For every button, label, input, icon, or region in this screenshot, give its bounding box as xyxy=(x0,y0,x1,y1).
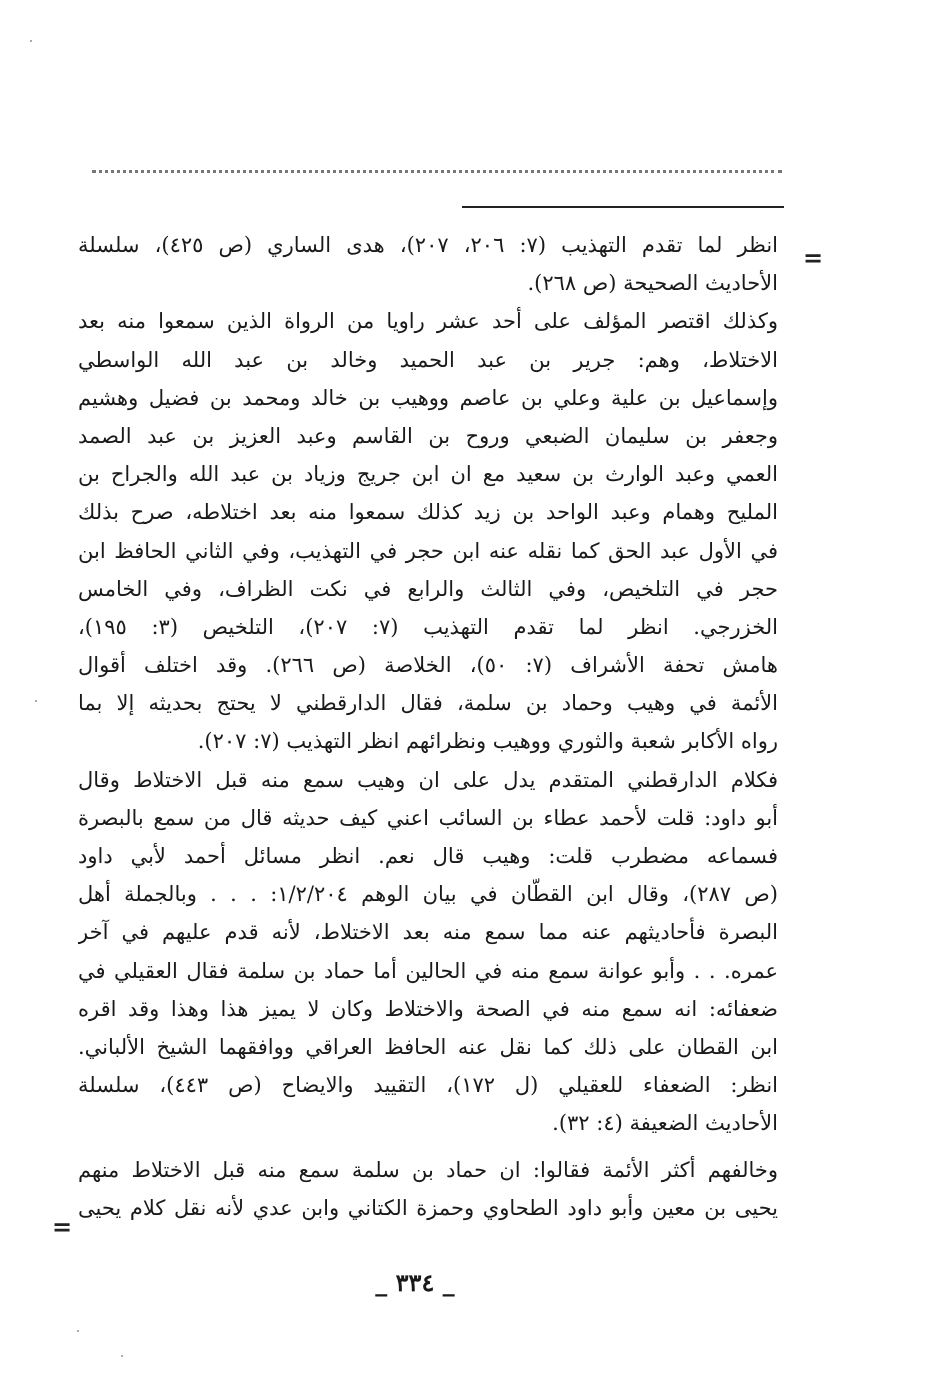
text-line: ابن القطان على ذلك كما نقل عنه الحافظ العراقي ووافقهما الشيخ الألباني. xyxy=(78,1034,778,1059)
text-line: فكلام الدارقطني المتقدم يدل على ان وهيب سمع منه قبل الاختلاط وقال xyxy=(78,767,778,792)
text-line: الأحاديث الصحيحة (ص ٢٦٨). xyxy=(527,271,778,296)
text-line: عمره. . . وأبو عوانة سمع منه في الحالين أما حماد بن سلمة فقال العقيلي في xyxy=(78,958,778,983)
scan-speck xyxy=(35,700,37,702)
text-line: المليح وهمام وعبد الواحد بن زيد كذلك سمعوا منه بعد اختلاطه، صرح بذلك xyxy=(78,500,778,525)
scan-speck xyxy=(77,1330,79,1332)
text-line: الأئمة في وهيب وحماد بن سلمة، فقال الدارقطني لا يحتج بحديثه إلا بما xyxy=(78,691,778,716)
text-line: الاختلاط، وهم: جرير بن عبد الحميد وخالد بن عبد الله الواسطي xyxy=(78,347,778,372)
text-line: انظر: الضعفاء للعقيلي (ل ١٧٢)، التقييد والايضاح (ص ٤٤٣)، سلسلة xyxy=(78,1073,778,1098)
text-line: وكذلك اقتصر المؤلف على أحد عشر راويا من الرواة الذين سمعوا منه بعد xyxy=(78,309,778,334)
scan-speck xyxy=(30,40,32,42)
text-line: حجر في التلخيص، وفي الثالث والرابع في نكت الظراف، وفي الخامس xyxy=(78,576,778,601)
text-line: وخالفهم أكثر الأئمة فقالوا: ان حماد بن سلمة سمع منه قبل الاختلاط منهم xyxy=(78,1157,778,1182)
text-line: الأحاديث الضعيفة (٤: ٣٢). xyxy=(552,1111,778,1136)
text-line: الخزرجي. انظر لما تقدم التهذيب (٧: ٢٠٧)، التلخيص (٣: ١٩٥)، xyxy=(78,614,778,639)
text-line: أبو داود: قلت لأحمد عطاء بن السائب اعني كيف حديثه قال من سمع بالبصرة xyxy=(78,805,778,830)
continuation-mark-top: = xyxy=(803,244,824,272)
text-line: (ص ٢٨٧)، وقال ابن القطّان في بيان الوهم ١/٢/٢٠٤: . . . وبالجملة أهل xyxy=(78,882,778,907)
text-line: وجعفر بن سليمان الضبعي وروح بن القاسم وعبد العزيز بن عبد الصمد xyxy=(78,423,778,448)
text-line: ضعفائه: انه سمع منه في الصحة والاختلاط وكان لا يميز هذا وهذا وقد اقره xyxy=(78,996,778,1021)
text-line: انظر لما تقدم التهذيب (٧: ٢٠٦، ٢٠٧)، هدى الساري (ص ٤٢٥)، سلسلة xyxy=(78,233,778,257)
footnote-rule xyxy=(462,206,784,208)
dotted-separator xyxy=(92,170,782,173)
text-line: يحيى بن معين وأبو داود الطحاوي وحمزة الكتاني وابن عدي لأنه نقل كلام يحيى xyxy=(78,1195,778,1220)
footnote-text xyxy=(78,226,778,1227)
text-line: وإسماعيل بن علية وعلي بن عاصم ووهيب بن خالد ومحمد بن فضيل وهشيم xyxy=(78,385,778,410)
text-line: البصرة فأحاديثهم عنه مما سمع منه بعد الاختلاط، لأنه قدم عليهم في آخر xyxy=(78,920,778,945)
page-number: _ ٣٣٤ _ xyxy=(375,1268,455,1297)
scan-speck xyxy=(121,1355,123,1357)
continuation-mark-bottom: = xyxy=(52,1213,73,1241)
text-line: فسماعه مضطرب قلت: وهيب قال نعم. انظر مسائل أحمد لأبي داود xyxy=(78,844,778,868)
text-line: هامش تحفة الأشراف (٧: ٥٠)، الخلاصة (ص ٢٦٦). وقد اختلف أقوال xyxy=(78,653,778,678)
text-line: في الأول عبد الحق كما نقله عنه ابن حجر في التهذيب، وفي الثاني الحافظ ابن xyxy=(78,538,778,563)
text-line: العمي وعبد الوارث بن سعيد مع ان ابن جريج وزياد بن عبد الله والجراح بن xyxy=(78,462,778,487)
text-line: رواه الأكابر شعبة والثوري ووهيب ونظرائهم انظر التهذيب (٧: ٢٠٧). xyxy=(197,729,778,754)
